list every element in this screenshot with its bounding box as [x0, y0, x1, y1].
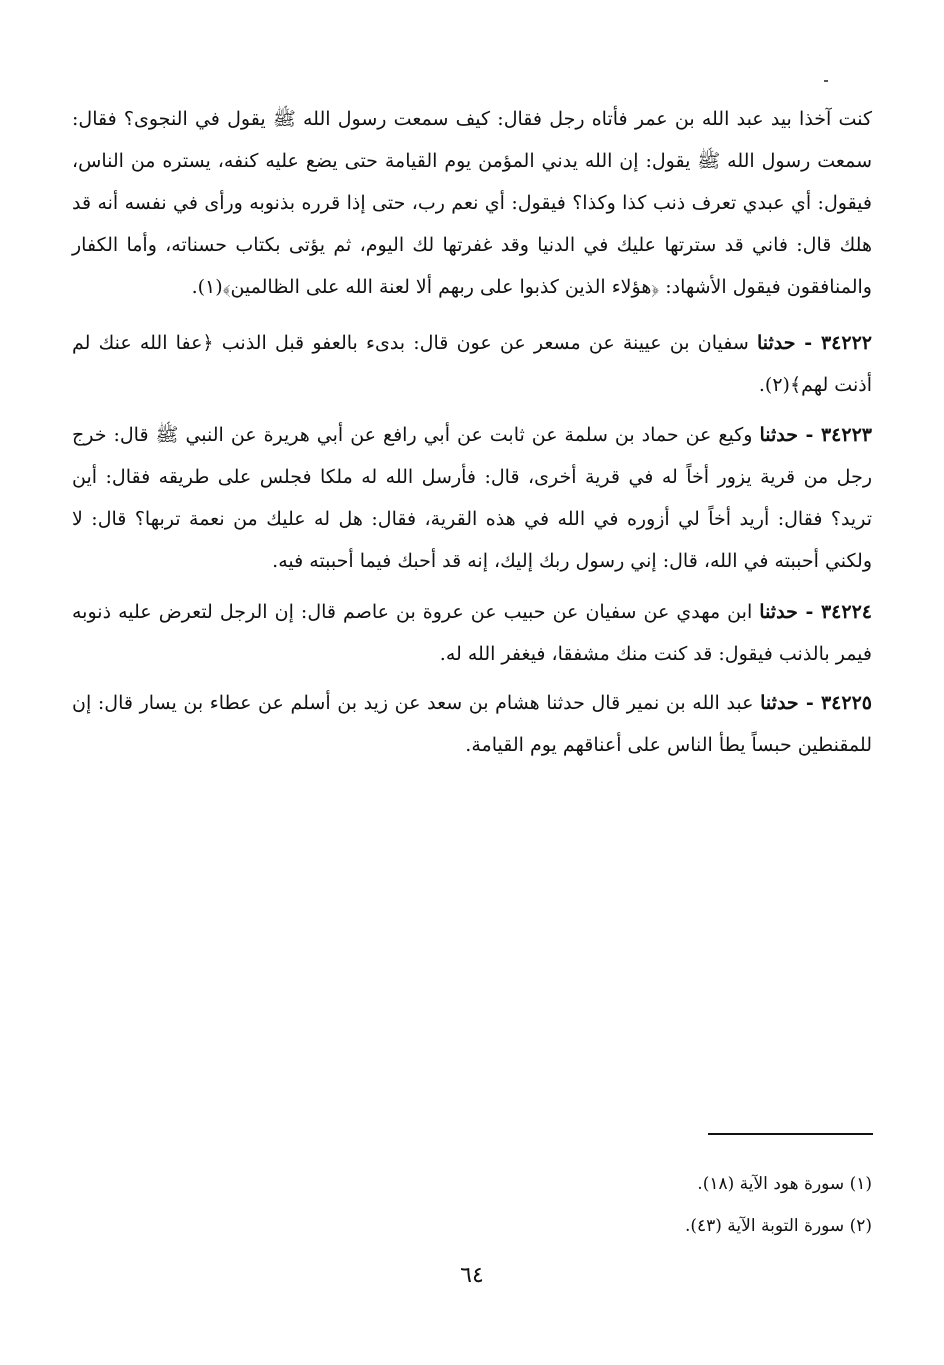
hadith-number: ٣٤٢٢٥ - حدثنا: [760, 692, 872, 714]
margin-mark: [824, 80, 828, 82]
hadith-paragraph-34222: [72, 322, 872, 406]
footnote-1: (١) سورة هود الآية (١٨).: [697, 1174, 872, 1194]
paragraph-text: ابن مهدي عن سفيان عن حبيب عن عروة بن عاصم قال: إن الرجل لتعرض عليه ذنوبه فيمر بالذنب فيقول: قد كنت منك مشفقا، فيغفر الله له.: [72, 601, 872, 665]
hadith-paragraph-34223: [72, 414, 872, 582]
hadith-number: ٣٤٢٢٣ - حدثنا: [759, 424, 872, 446]
paragraph-text: سفيان بن عيينة عن مسعر عن عون قال: بدىء بالعفو قبل الذنب ﴿عفا الله عنك لم أذنت لهم﴾(٢).: [72, 332, 872, 396]
paragraph-text: وكيع عن حماد بن سلمة عن ثابت عن أبي رافع عن أبي هريرة عن النبي ﷺ قال: خرج رجل من قرية يزور أخاً له في قرية أخرى، قال: فأرسل الله له ملكا فجلس على طريقه فقال: أين تريد؟ فقال: أريد أخاً لي أزوره في الله في هذه القرية، فقال: هل له عليك من نعمة تربها؟ قال: لا ولكني أحببته في الله، قال: إني رسول ربك إليك، إنه قد أحبك فيما أحببته فيه.: [72, 424, 872, 572]
paragraph-text: كنت آخذا بيد عبد الله بن عمر فأتاه رجل فقال: كيف سمعت رسول الله ﷺ يقول في النجوى؟ فقال: سمعت رسول الله ﷺ يقول: إن الله يدني المؤمن يوم القيامة حتى يضع عليه كنفه، يستره من الناس، فيقول: أي عبدي تعرف ذنب كذا وكذا؟ فيقول: أي نعم رب، حتى إذا قرره بذنوبه ورأى في نفسه أنه قد هلك قال: فاني قد سترتها عليك في الدنيا وقد غفرتها لك اليوم، ثم يؤتى بكتاب حسناته، وأما الكفار والمنافقون فيقول الأشهاد: ﴿هؤلاء الذين كذبوا على ربهم ألا لعنة الله على الظالمين﴾(١).: [72, 108, 872, 298]
hadith-number: ٣٤٢٢٤ - حدثنا: [759, 601, 872, 623]
hadith-number: ٣٤٢٢٢ - حدثنا: [756, 332, 872, 354]
hadith-paragraph-continuation: [72, 98, 872, 308]
hadith-paragraph-34224: [72, 591, 872, 675]
footnote-2: (٢) سورة التوبة الآية (٤٣).: [684, 1216, 872, 1236]
page-number: ٦٤: [460, 1263, 484, 1288]
hadith-paragraph-34225: [72, 682, 872, 766]
paragraph-text: عبد الله بن نمير قال حدثنا هشام بن سعد عن زيد بن أسلم عن عطاء بن يسار قال: إن للمقنطين حبساً يطأ الناس على أعناقهم يوم القيامة.: [72, 692, 872, 756]
footnote-divider: [708, 1133, 873, 1135]
